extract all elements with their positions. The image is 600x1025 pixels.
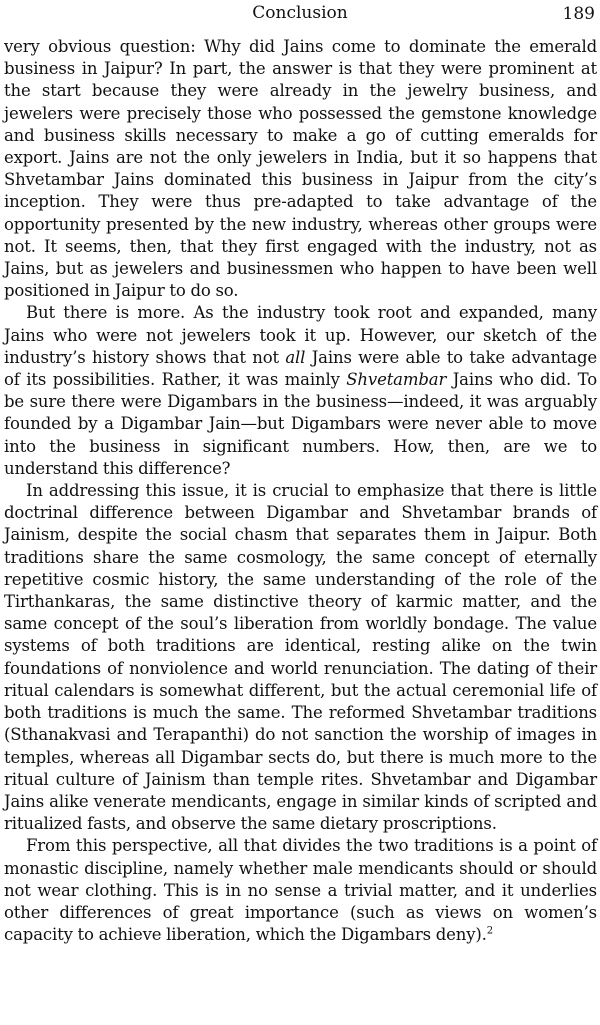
italic-emphasis-all: all	[285, 347, 306, 367]
footnote-marker: 2	[486, 925, 493, 937]
chapter-title: Conclusion	[252, 3, 348, 23]
text-segment: From this perspective, all that divides the two traditions is a point of monastic discipline, namely whether male mendicants should or should not wear clothing. This is in no sense a trivial matter, and it underlies other differences of great importance (such as views on women’s capacity to achieve liberation, which the Digambars deny).	[4, 836, 597, 945]
paragraph-3	[4, 480, 597, 835]
italic-emphasis-shvetambar: Shvetambar	[346, 370, 447, 390]
paragraph-1	[4, 36, 597, 302]
page-number: 189	[562, 4, 595, 24]
text-segment: But there is more. As the industry took root and expanded, many Jains who were not jewelers took it up. However, our sketch of the industry’s history shows that not	[4, 303, 597, 367]
text-segment: Jains were able to take advantage of its possibilities. Rather, it was mainly	[4, 347, 597, 390]
running-head	[0, 0, 600, 28]
text-segment: In addressing this issue, it is crucial to emphasize that there is little doctrinal difference between Digambar and Shvetambar brands of Jainism, despite the social chasm that separates them in Jaipur. Both traditions share the same cosmology, the same concept of eternally repetitive cosmic history, the same understanding of the role of the Tirthankaras, the same distinctive theory of karmic matter, and the same concept of the soul’s liberation from worldly bondage. The value systems of both traditions are identical, resting alike on the twin foundations of nonviolence and world renunciation. The dating of their ritual calendars is somewhat different, but the actual ceremonial life of both traditions is much the same. The reformed Shvetambar traditions (Sthanakvasi and Terapanthi) do not sanction the worship of images in temples, whereas all Digambar sects do, but there is much more to the ritual culture of Jainism than temple rites. Shvetambar and Digambar Jains alike venerate mendicants, engage in similar kinds of scripted and ritualized fasts, and observe the same dietary proscriptions.	[4, 481, 597, 834]
paragraph-4	[4, 835, 597, 946]
text-segment: very obvious question: Why did Jains come to dominate the emerald business in Jaipur? In part, the answer is that they were prominent at the start because they were already in the jewelry business, and jewelers were precisely those who possessed the gemstone knowledge and business skills necessary to make a go of cutting emeralds for export. Jains are not the only jewelers in India, but it so happens that Shvetambar Jains dominated this business in Jaipur from the city’s inception. They were thus pre-adapted to take advantage of the opportunity presented by the new industry, whereas other groups were not. It seems, then, that they first engaged with the industry, not as Jains, but as jewelers and businessmen who happen to have been well positioned in Jaipur to do so.	[4, 37, 597, 301]
text-segment: Jains who did. To be sure there were Digambars in the business—indeed, it was arguably founded by a Digambar Jain—but Digambars were never able to move into the business in significant numbers. How, then, are we to understand this difference?	[4, 370, 597, 478]
body-text	[4, 36, 597, 946]
paragraph-2	[4, 302, 597, 480]
